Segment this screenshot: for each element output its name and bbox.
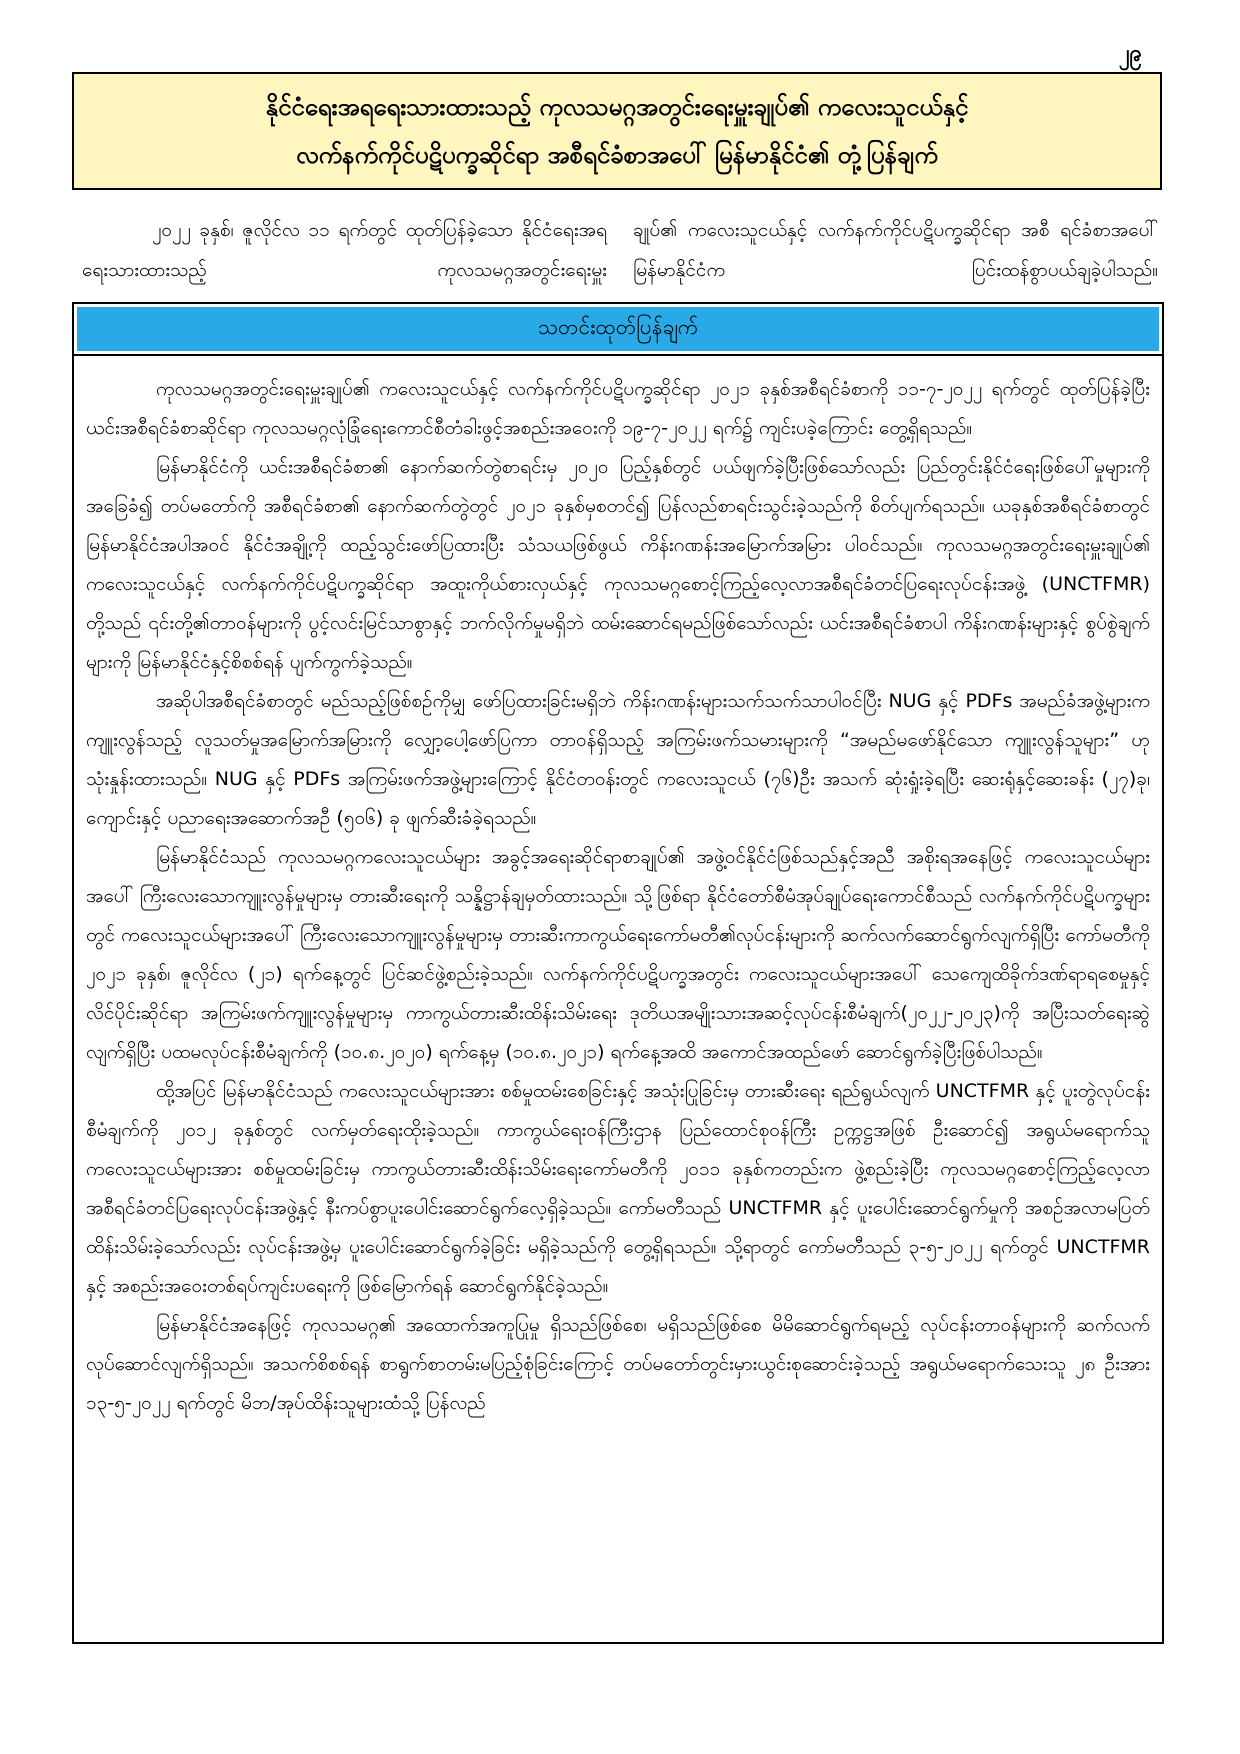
intro-column-right xyxy=(633,210,1158,290)
press-release-body xyxy=(72,356,1164,1644)
paragraph: မြန်မာနိုင်ငံအနေဖြင့် ကုလသမဂ္ဂ၏ အထောက်အကူပြုမှု ရှိသည်ဖြစ်စေ၊ မရှိသည်ဖြစ်စေ မိမိဆောင်ရွက်ရမည့် လုပ်ငန်းတာဝန်များကို ဆက်လက်လုပ်ဆောင်လျက်ရှိသည်။ အသက်စိစစ်ရန် စာရွက်စာတမ်းမပြည့်စုံခြင်းကြောင့် တပ်မတော်တွင်းမှားယွင်းစုဆောင်းခဲ့သည့် အရွယ်မရောက်သေးသူ ၂၈ ဦးအား ၁၃-၅-၂၀၂၂ ရက်တွင် မိဘ/အုပ်ထိန်းသူများထံသို့ ပြန်လည် xyxy=(86,1314,1150,1414)
paragraph: မြန်မာနိုင်ငံကို ယင်းအစီရင်ခံစာ၏ နောက်ဆက်တွဲစာရင်းမှ ၂၀၂၀ ပြည့်နှစ်တွင် ပယ်ဖျက်ခဲ့ပြီးဖြစ်သော်လည်း ပြည်တွင်းနိုင်ငံရေးဖြစ်ပေါ်မှုများကိုအခြေခံ၍ တပ်မတော်ကို အစီရင်ခံစာ၏ နောက်ဆက်တွဲတွင် ၂၀၂၁ ခုနှစ်မှစတင်၍ ပြန်လည်စာရင်းသွင်းခဲ့သည်ကို စိတ်ပျက်ရသည်။ ယခုနှစ်အစီရင်ခံစာတွင် မြန်မာနိုင်ငံအပါအဝင် နိုင်ငံအချို့ကို ထည့်သွင်းဖော်ပြထားပြီး သံသယဖြစ်ဖွယ် ကိန်းဂဏန်းအမြောက်အမြား ပါဝင်သည်။ ကုလသမဂ္ဂအတွင်းရေးမှူးချုပ်၏ ကလေးသူငယ်နှင့် လက်နက်ကိုင်ပဋိပက္ခဆိုင်ရာ အထူးကိုယ်စားလှယ်နှင့် ကုလသမဂ္ဂစောင့်ကြည့်လေ့လာအစီရင်ခံတင်ပြရေးလုပ်ငန်းအဖွဲ့ (UNCTFMR) တို့သည် ၎င်းတို့၏တာဝန်များကို ပွင့်လင်းမြင်သာစွာနှင့် ဘက်လိုက်မှုမရှိဘဲ ထမ်းဆောင်ရမည်ဖြစ်သော်လည်း ယင်းအစီရင်ခံစာပါ ကိန်းဂဏန်းများနှင့် စွပ်စွဲချက်များကို မြန်မာနိုင်ငံနှင့်စိစစ်ရန် ပျက်ကွက်ခဲ့သည်။ xyxy=(86,456,1150,673)
intro-text-left: ၂၀၂၂ ခုနှစ်၊ ဇူလိုင်လ ၁၁ ရက်တွင် ထုတ်ပြန်ခဲ့သော နိုင်ငံရေးအရရေးသားထားသည့် ကုလသမဂ္ဂအတွင်းရေးမှူး xyxy=(82,219,607,281)
title-line-1: နိုင်ငံရေးအရရေးသားထားသည့် ကုလသမဂ္ဂအတွင်းရေးမှူးချုပ်၏ ကလေးသူငယ်နှင့် xyxy=(265,93,969,121)
intro-text-right: ချုပ်၏ ကလေးသူငယ်နှင့် လက်နက်ကိုင်ပဋိပက္ခဆိုင်ရာ အစီ ရင်ခံစာအပေါ် မြန်မာနိုင်ငံက ပြင်းထန်စွာပယ်ချခဲ့ပါသည်။ xyxy=(633,219,1158,281)
intro-section xyxy=(82,210,1158,290)
paragraph: ကုလသမဂ္ဂအတွင်းရေးမှူးချုပ်၏ ကလေးသူငယ်နှင့် လက်နက်ကိုင်ပဋိပက္ခဆိုင်ရာ ၂၀၂၁ ခုနှစ်အစီရင်ခံစာကို ၁၁-၇-၂၀၂၂ ရက်တွင် ထုတ်ပြန်ခဲ့ပြီး ယင်းအစီရင်ခံစာဆိုင်ရာ ကုလသမဂ္ဂလုံခြုံရေးကောင်စီတံခါးဖွင့်အစည်းအဝေးကို ၁၉-၇-၂၀၂၂ ရက်၌ ကျင်းပခဲ့ကြောင်း တွေ့ရှိရသည်။ xyxy=(86,378,1150,439)
article-title-box xyxy=(72,72,1162,190)
page-number: ၂၉ xyxy=(1118,41,1142,66)
paragraph: အဆိုပါအစီရင်ခံစာတွင် မည်သည့်ဖြစ်စဉ်ကိုမျှ ဖော်ပြထားခြင်းမရှိဘဲ ကိန်းဂဏန်းများသက်သက်သာပါဝင်ပြီး NUG နှင့် PDFs အမည်ခံအဖွဲ့များက ကျူးလွန်သည့် လူသတ်မှုအမြောက်အမြားကို လျှော့ပေါ့ဖော်ပြကာ တာဝန်ရှိသည့် အကြမ်းဖက်သမားများကို “အမည်မဖော်နိုင်သော ကျူးလွန်သူများ” ဟု သုံးနှုန်းထားသည်။ NUG နှင့် PDFs အကြမ်းဖက်အဖွဲ့များကြောင့် နိုင်ငံတဝန်းတွင် ကလေးသူငယ် (၇၆)ဦး အသက် ဆုံးရှုံးခဲ့ရပြီး ဆေးရုံနှင့်ဆေးခန်း (၂၇)ခု၊ ကျောင်းနှင့် ပညာရေးအဆောက်အဦ (၅၀၆) ခု ဖျက်ဆီးခံခဲ့ရသည်။ xyxy=(86,690,1150,829)
title-line-2: လက်နက်ကိုင်ပဋိပက္ခဆိုင်ရာ အစီရင်ခံစာအပေါ် မြန်မာနိုင်ငံ၏ တုံ့ပြန်ချက် xyxy=(296,141,938,169)
paragraph: ထို့အပြင် မြန်မာနိုင်ငံသည် ကလေးသူငယ်များအား စစ်မှုထမ်းစေခြင်းနှင့် အသုံးပြုခြင်းမှ တားဆီးရေး ရည်ရွယ်လျက် UNCTFMR နှင့် ပူးတွဲလုပ်ငန်းစီမံချက်ကို ၂၀၁၂ ခုနှစ်တွင် လက်မှတ်ရေးထိုးခဲ့သည်။ ကာကွယ်ရေးဝန်ကြီးဌာန ပြည်ထောင်စုဝန်ကြီး ဥက္ကဋ္ဌအဖြစ် ဦးဆောင်၍ အရွယ်မရောက်သူ ကလေးသူငယ်များအား စစ်မှုထမ်းခြင်းမှ ကာကွယ်တားဆီးထိန်းသိမ်းရေးကော်မတီကို ၂၀၁၁ ခုနှစ်ကတည်းက ဖွဲ့စည်းခဲ့ပြီး ကုလသမဂ္ဂစောင့်ကြည့်လေ့လာ အစီရင်ခံတင်ပြရေးလုပ်ငန်းအဖွဲ့နှင့် နီးကပ်စွာပူးပေါင်းဆောင်ရွက်လေ့ရှိခဲ့သည်။ ကော်မတီသည် UNCTFMR နှင့် ပူးပေါင်းဆောင်ရွက်မှုကို အစဉ်အလာမပြတ် ထိန်းသိမ်းခဲ့သော်လည်း လုပ်ငန်းအဖွဲ့မှ ပူးပေါင်းဆောင်ရွက်ခဲ့ခြင်း မရှိခဲ့သည်ကို တွေ့ရှိရသည်။ သို့ရာတွင် ကော်မတီသည် ၃-၅-၂၀၂၂ ရက်တွင် UNCTFMR နှင့် အစည်းအဝေးတစ်ရပ်ကျင်းပရေးကို ဖြစ်မြောက်ရန် ဆောင်ရွက်နိုင်ခဲ့သည်။ xyxy=(86,1080,1150,1297)
press-release-heading: သတင်းထုတ်ပြန်ချက် xyxy=(77,307,1159,351)
intro-column-left xyxy=(82,210,607,290)
press-release-header xyxy=(72,302,1164,356)
paragraph: မြန်မာနိုင်ငံသည် ကုလသမဂ္ဂကလေးသူငယ်များ အခွင့်အရေးဆိုင်ရာစာချုပ်၏ အဖွဲ့ဝင်နိုင်ငံဖြစ်သည်နှင့်အညီ အစိုးရအနေဖြင့် ကလေးသူငယ်များအပေါ် ကြီးလေးသောကျူးလွန်မှုများမှ တားဆီးရေးကို သန္နိဋ္ဌာန်ချမှတ်ထားသည်။ သို့ဖြစ်ရာ နိုင်ငံတော်စီမံအုပ်ချုပ်ရေးကောင်စီသည် လက်နက်ကိုင်ပဋိပက္ခများတွင် ကလေးသူငယ်များအပေါ် ကြီးလေးသောကျူးလွန်မှုများမှ တားဆီးကာကွယ်ရေးကော်မတီ၏လုပ်ငန်းများကို ဆက်လက်ဆောင်ရွက်လျက်ရှိပြီး ကော်မတီကို ၂၀၂၁ ခုနှစ်၊ ဇူလိုင်လ (၂၁) ရက်နေ့တွင် ပြင်ဆင်ဖွဲ့စည်းခဲ့သည်။ လက်နက်ကိုင်ပဋိပက္ခအတွင်း ကလေးသူငယ်များအပေါ် သေကျေထိခိုက်ဒဏ်ရာရစေမှုနှင့် လိင်ပိုင်းဆိုင်ရာ အကြမ်းဖက်ကျူးလွန်မှုများမှ ကာကွယ်တားဆီးထိန်းသိမ်းရေး ဒုတိယအမျိုးသားအဆင့်လုပ်ငန်းစီမံချက်(၂၀၂၂-၂၀၂၃)ကို အပြီးသတ်ရေးဆွဲလျက်ရှိပြီး ပထမလုပ်ငန်းစီမံချက်ကို (၁၀.၈.၂၀၂၀) ရက်နေ့မှ (၁၀.၈.၂၀၂၁) ရက်နေ့အထိ အကောင်အထည်ဖော် ဆောင်ရွက်ခဲ့ပြီးဖြစ်ပါသည်။ xyxy=(86,846,1150,1063)
